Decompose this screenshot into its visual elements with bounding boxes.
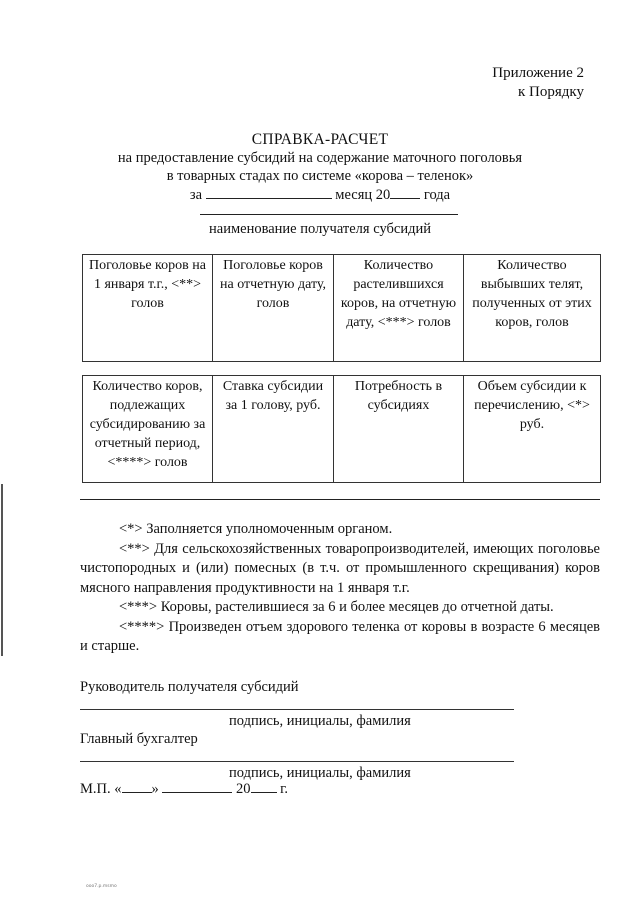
table-header-text: Количество коров, подлежащих субсидированию за отчетный период, <****> голов [89,379,206,470]
period-prefix: за [189,187,203,203]
period-year-field[interactable] [390,186,420,199]
head-signature-caption: подпись, инициалы, фамилия [229,713,411,729]
table-cell-subsidy-rate[interactable] [213,376,334,483]
stamp-year-field[interactable] [251,780,277,793]
recipient-name-label: наименование получателя субсидий [209,221,431,237]
table-cell-subsidy-amount[interactable] [464,376,601,483]
document-title: СПРАВКА-РАСЧЕТ [251,131,389,148]
document-subtitle-line1: на предоставление субсидий на содержание маточного поголовья [117,150,523,166]
period-middle: месяц 20 [335,187,391,203]
table-row [83,376,601,483]
period-line [0,186,640,204]
stamp-month-field[interactable] [162,780,232,793]
document-subtitle-line2: в товарных стадах по системе «корова – теленок» [166,168,474,184]
table-cell-cows-jan1[interactable] [83,255,213,362]
table-cell-weaned-calves[interactable] [464,255,601,362]
stamp-date-line [80,780,288,798]
table-row [83,255,601,362]
table-header-text: Поголовье коров на отчетную дату, голов [220,258,326,311]
stamp-prefix: М.П. « [80,781,122,797]
annex-number: Приложение 2 [492,65,584,81]
accountant-signature-caption: подпись, инициалы, фамилия [229,765,411,781]
annex-reference [492,64,584,102]
accountant-signature-label: Главный бухгалтер [80,731,198,747]
calculation-table-2 [82,375,601,483]
head-signature-field[interactable] [80,709,514,710]
scan-margin-line [1,484,3,656]
footnote-3: <***> Коровы, растелившиеся за 6 и более месяцев до отчетной даты. [119,599,554,615]
stamp-mid: » [151,781,159,797]
footnote-4: <****> Произведен отъем здорового теленка от коровы в возрасте 6 месяцев и старше. [80,618,600,654]
footnote-2: <**> Для сельскохозяйственных товаропроизводителей, имеющих поголовье чистопородных и (или) помесных (в т.ч. от промышленного скрещивания) коров мясного направления продуктивности на 1 января т.г. [80,540,600,596]
stamp-day-field[interactable] [122,780,152,793]
table-cell-cows-subsidized[interactable] [83,376,213,483]
table-cell-cows-report-date[interactable] [213,255,334,362]
stamp-suffix: г. [280,781,289,797]
table-cell-calved-cows[interactable] [334,255,464,362]
table-header-text: Количество выбывших телят, полученных от этих коров, голов [472,258,592,330]
table-header-text: Объем субсидии к перечислению, <*> руб. [474,379,590,432]
period-suffix: года [423,187,451,203]
annex-order: к Порядку [518,84,584,100]
accountant-signature-field[interactable] [80,761,514,762]
table-header-text: Поголовье коров на 1 января т.г., <**> голов [89,258,206,311]
head-signature-label: Руководитель получателя субсидий [80,679,299,695]
footnotes [80,520,600,657]
recipient-name-field[interactable] [200,214,458,215]
section-divider [80,499,600,500]
period-month-field[interactable] [206,186,332,199]
stamp-year-prefix: 20 [236,781,251,797]
table-header-text: Потребность в субсидиях [354,379,443,413]
table-cell-subsidy-need[interactable] [334,376,464,483]
calculation-table-1 [82,254,601,362]
table-header-text: Количество растелившихся коров, на отчетную дату, <***> голов [340,258,457,330]
footnote-1: <*> Заполняется уполномоченным органом. [119,521,393,537]
table-header-text: Ставка субсидии за 1 голову, руб. [222,379,324,413]
scan-footer-tag: ooo7.p.msmo [86,884,117,889]
